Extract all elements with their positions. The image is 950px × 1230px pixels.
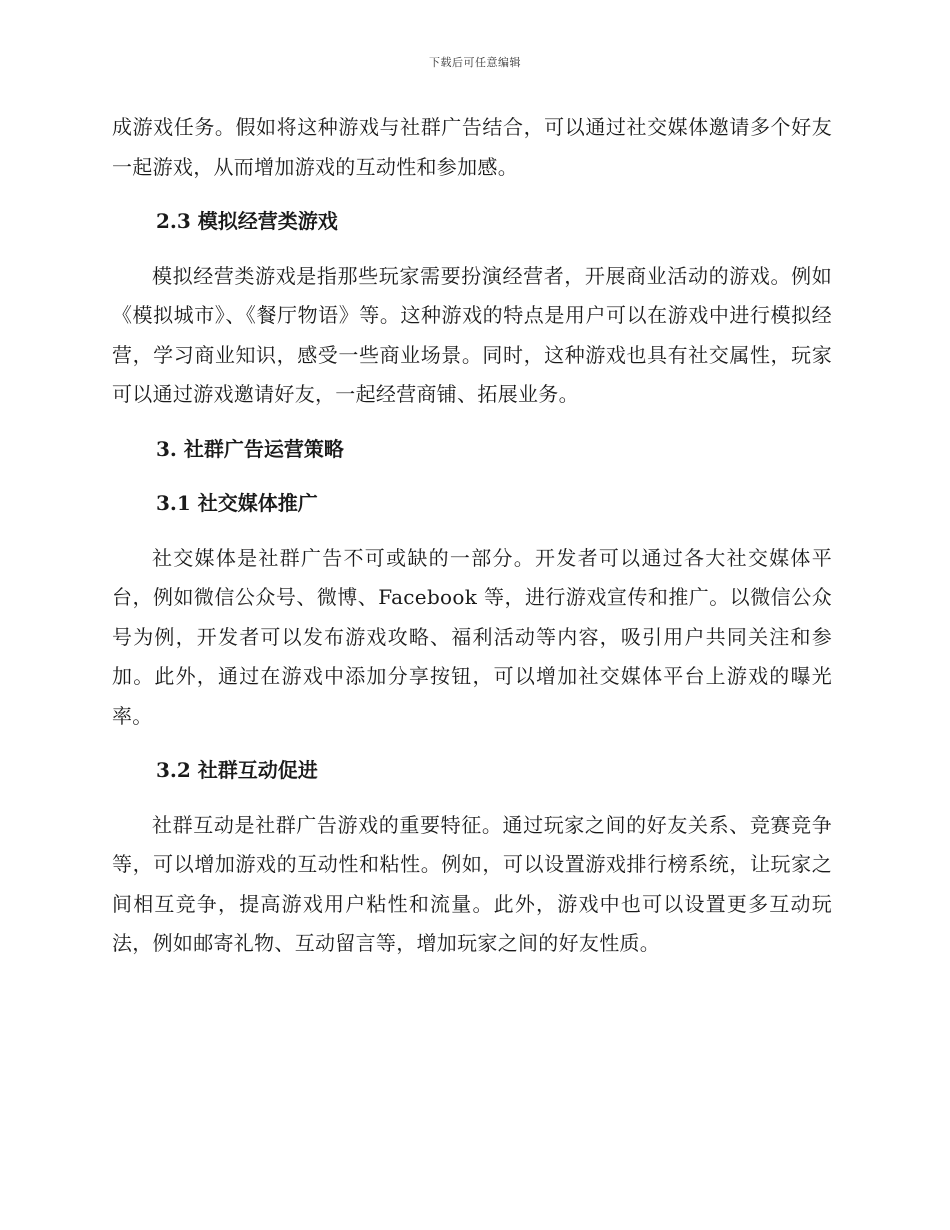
paragraph-community-interaction: 社群互动是社群广告游戏的重要特征。通过玩家之间的好友关系、竞赛竞争等，可以增加游戏的互动性和粘性。例如，可以设置游戏排行榜系统，让玩家之间相互竞争，提高游戏用户粘性和流量。此外，游戏中也可以设置更多互动玩法，例如邮寄礼物、互动留言等，增加玩家之间的好友性质。 (112, 812, 832, 955)
page-header: 下载后可任意编辑 (429, 56, 521, 69)
section-heading-3-2: 3.2 社群互动促进 (156, 758, 318, 782)
paragraph-simulation-games: 模拟经营类游戏是指那些玩家需要扮演经营者，开展商业活动的游戏。例如《模拟城市》、《餐厅物语》等。这种游戏的特点是用户可以在游戏中进行模拟经营，学习商业知识，感受一些商业场景。同时，这种游戏也具有社交属性，玩家可以通过游戏邀请好友，一起经营商铺、拓展业务。 (112, 263, 832, 406)
section-heading-3-1: 3.1 社交媒体推广 (156, 491, 318, 515)
section-heading-3: 3. 社群广告运营策略 (156, 436, 344, 461)
paragraph-continuation: 成游戏任务。假如将这种游戏与社群广告结合，可以通过社交媒体邀请多个好友一起游戏，从而增加游戏的互动性和参加感。 (112, 115, 832, 179)
paragraph-social-media: 社交媒体是社群广告不可或缺的一部分。开发者可以通过各大社交媒体平台，例如微信公众号、微博、Facebook 等，进行游戏宣传和推广。以微信公众号为例，开发者可以发布游戏攻略、福利活动等内容，吸引用户共同关注和参加。此外，通过在游戏中添加分享按钮，可以增加社交媒体平台上游戏的曝光率。 (112, 545, 832, 728)
section-heading-2-3: 2.3 模拟经营类游戏 (156, 209, 338, 233)
document-body (112, 108, 832, 979)
